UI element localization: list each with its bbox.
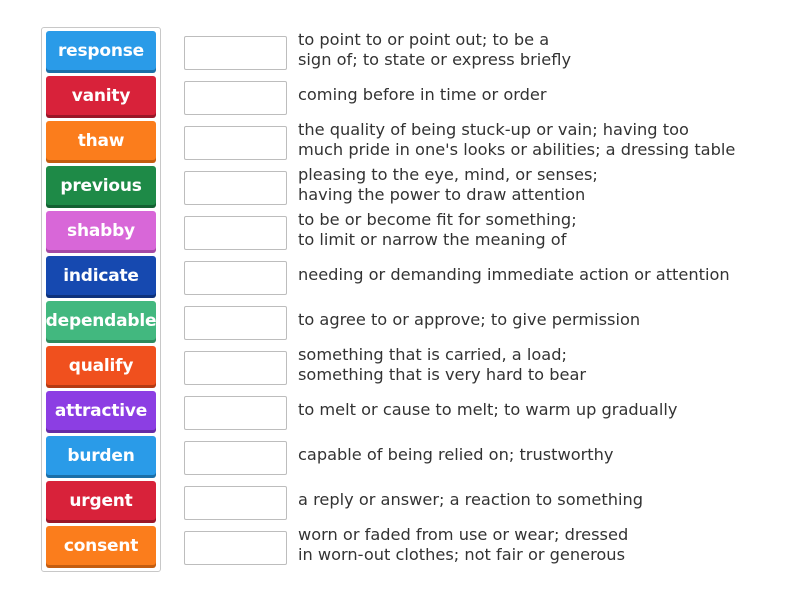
definition-6 — [298, 252, 778, 297]
word-tile-vanity[interactable] — [46, 76, 156, 115]
drop-target-4[interactable] — [184, 171, 287, 205]
drop-target-12[interactable] — [184, 531, 287, 565]
word-label: attractive — [54, 400, 148, 421]
drop-target-5[interactable] — [184, 216, 287, 250]
word-tile-shabby[interactable] — [46, 211, 156, 250]
definition-3 — [298, 117, 778, 162]
definition-text: to melt or cause to melt; to warm up gradually — [298, 399, 678, 419]
drop-target-8[interactable] — [184, 351, 287, 385]
word-label: vanity — [71, 85, 131, 106]
word-tile-qualify[interactable] — [46, 346, 156, 385]
definition-4 — [298, 162, 778, 207]
drop-target-9[interactable] — [184, 396, 287, 430]
drop-target-3[interactable] — [184, 126, 287, 160]
definition-text: pleasing to the eye, mind, or senses; having the power to draw attention — [298, 164, 598, 204]
word-tile-previous[interactable] — [46, 166, 156, 205]
word-label: qualify — [68, 355, 134, 376]
word-tile-response[interactable] — [46, 31, 156, 70]
word-label: shabby — [67, 220, 135, 241]
definition-8 — [298, 342, 778, 387]
word-tile-thaw[interactable] — [46, 121, 156, 160]
definition-2 — [298, 72, 778, 117]
definition-text: capable of being relied on; trustworthy — [298, 444, 614, 464]
word-tile-consent[interactable] — [46, 526, 156, 565]
drop-target-2[interactable] — [184, 81, 287, 115]
definition-text: to be or become fit for something; to limit or narrow the meaning of — [298, 209, 577, 249]
definition-text: needing or demanding immediate action or attention — [298, 264, 730, 284]
definition-1 — [298, 27, 778, 72]
definition-12 — [298, 522, 778, 567]
definition-text: a reply or answer; a reaction to something — [298, 489, 643, 509]
definition-5 — [298, 207, 778, 252]
definition-7 — [298, 297, 778, 342]
word-label: previous — [60, 175, 142, 196]
drop-target-6[interactable] — [184, 261, 287, 295]
definition-10 — [298, 432, 778, 477]
drop-target-1[interactable] — [184, 36, 287, 70]
word-label: response — [57, 40, 145, 61]
drop-target-7[interactable] — [184, 306, 287, 340]
word-tile-burden[interactable] — [46, 436, 156, 475]
word-label: urgent — [69, 490, 133, 511]
definition-11 — [298, 477, 778, 522]
word-tile-attractive[interactable] — [46, 391, 156, 430]
word-tile-urgent[interactable] — [46, 481, 156, 520]
drop-target-11[interactable] — [184, 486, 287, 520]
definition-text: something that is carried, a load; something that is very hard to bear — [298, 344, 587, 384]
definition-9 — [298, 387, 778, 432]
word-label: consent — [63, 535, 139, 556]
word-label: thaw — [77, 130, 125, 151]
definition-text: worn or faded from use or wear; dressed in worn-out clothes; not fair or generous — [298, 524, 629, 564]
definition-text: to point to or point out; to be a sign of; to state or express briefly — [298, 29, 572, 69]
definition-text: to agree to or approve; to give permission — [298, 309, 641, 329]
definition-text: coming before in time or order — [298, 84, 547, 104]
word-label: dependable — [45, 310, 157, 331]
drop-target-10[interactable] — [184, 441, 287, 475]
word-label: burden — [67, 445, 135, 466]
word-tile-dependable[interactable] — [46, 301, 156, 340]
word-label: indicate — [63, 265, 139, 286]
definition-text: the quality of being stuck-up or vain; having too much pride in one's looks or abilities; a dressing table — [298, 119, 736, 159]
word-tile-indicate[interactable] — [46, 256, 156, 295]
